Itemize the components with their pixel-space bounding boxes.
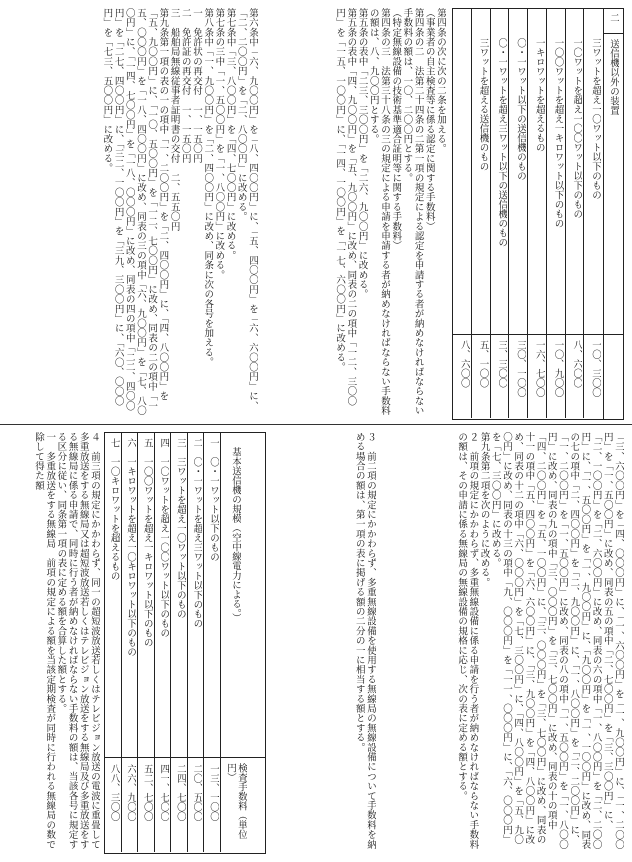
table2-row-label <box>205 438 219 748</box>
table-row-divider <box>583 8 584 418</box>
amendment-text-lower-right: 「三、六〇〇円」を「四、〇〇〇円」に、「一、六〇〇円」を「一、九〇〇円」に、「一、二〇〇円」を「一、五〇〇円」に改め、同表の五の項中「二、七〇〇円」を「三、三〇〇円」に、「二、一〇〇円」を「二、六〇〇円」に改め、同表の六の項中「一、八〇〇円」を「二、二〇〇円」に、「一、五〇〇円」を「一、九〇〇円」に、「九〇〇円」を「一、一〇〇円」に改め、同表の七の項中「二、四〇〇円」を「二、九〇〇円」に、「一、八〇〇円」を「二、二〇〇円」に、「一、二〇〇円」を「一、五〇〇円」に改め、同表の八の項中「一、五〇〇円」を「一、八〇〇円」に改め、同表の九の項中「三、〇〇〇円」を「三、七〇〇円」に改め、同表の十の項中「四、二〇〇円」を「五、一〇〇円」に、「三、〇〇〇円」を「三、七〇〇円」に改め、同表の十一の項中「五、四〇〇円」を「六、六〇〇円」に、「三、九〇〇円」を「四、八〇〇円」に改め、同表の十二の項中「六、〇〇〇円」を「七、三〇〇円」に、「四、八〇〇円」を「五、九〇〇円」に改め、同表の十三の項中「九、〇〇〇円」を「一一、〇〇〇円」に、「六、〇〇〇円」を「七、三〇〇円」に改める。 第九条第二項を次のように改める。 ２ 前項の規定にかかわらず、多重無線設備に係る申請を行う者が納めなければならない手数料の額は、その申請に係る無線局の無線設備の規格に応じ、次の表に定める額とする。 <box>456 432 624 850</box>
table2-row-number: 四 <box>158 438 170 457</box>
table-row-amount: 三、三〇〇 <box>496 340 508 388</box>
table2-row-number: 一 <box>207 438 219 457</box>
table-row-amount: 一〇、三〇〇 <box>590 340 601 397</box>
table-col-head-num: 二 <box>608 13 619 23</box>
table2-row-divider <box>137 432 138 852</box>
table-row-label: 〇・一ワット以下の送信機のもの <box>515 38 526 181</box>
table2-row-text: 〇・一ワット以下のもの <box>207 457 219 562</box>
table-row-label: 〇・一ワットを超え三ワット以下の送信機のもの <box>496 38 508 247</box>
table2-row-amount: 五二、七〇〇 <box>141 764 153 821</box>
table2-row-amount: 二四、七〇〇 <box>174 764 186 821</box>
table2-row-text: 一〇ワットを超え一〇〇ワット以下のもの <box>158 457 170 638</box>
page-divider <box>0 424 632 425</box>
table2-row-label <box>123 438 137 748</box>
table2-row-number: 五 <box>141 438 153 457</box>
table2-row-text: 一〇キロワットを超えるもの <box>108 457 120 581</box>
table2-row-divider <box>170 432 171 852</box>
table2-row-divider <box>154 432 155 852</box>
paragraph-3: ３ 前二項の規定にかかわらず、多重無線設備を使用する無線局の無線設備について手数料を納める場合の額は、第一項の表に掲げる額の二分の一に相当する額とする。 <box>353 432 376 850</box>
table-row-amount: 八、六〇〇 <box>571 340 583 388</box>
paragraph-4: ４ 前三項の規定にかかわらず、同一の超短波放送若しくはテレビジョン放送の電波に重畳して多重放送をする無線局又は超短波放送若しくはテレビジョン放送をする無線局及び多重放送をする無線局に係る申請で、同時に行う者が納めなければならない手数料の額は、当該各号に規定する区分に従い、同条第一項の表に定める額を合算した額とする。 一 多重放送をする無線局 前項の規定による額を当該定期検査が同時に行われる無線局の数で除して得た額 <box>32 432 100 850</box>
table-row-label: 一〇〇ワットを超え一キロワット以下のもの <box>552 38 564 228</box>
table-row-amount: 三〇、一〇〇 <box>515 340 526 397</box>
amendment-text-upper-left: 第六条中「六、九〇〇円」を「八、四〇〇円」に、「五、四〇〇円」を「六、六〇〇円」に、「二、二〇〇円」を「二、八〇〇円」に改める。 第七条中「三、八〇〇円」を「四、七〇〇円」に改める。 第七条の三中「一、五〇〇円」を「一、八〇〇円」に改める。 第八条中「一、九〇〇円」を「二、四〇〇円」に改め、同条に次の各号を加える。 一 免許状の再交付 一、一五〇円 二 免許証の再交付 一、一五〇円 三 船舶局無線従事者証明書の交付 二、五五〇円 第九条第一項の表の一の項中「一、二〇〇円」を「二、四〇〇円」に、「四、八〇〇円」を「五、九〇〇円」に、「一〇、五〇〇円」を「一二、七〇〇円」に改め、同表の二の項中「一五、〇〇〇円」を「一八、四〇〇円」に改め、同表の三の項中「六、九〇〇円」を「七、八〇〇円」に、「一四、七〇〇円」を「一八、〇〇〇円」に改め、同表の四の項中「二二、四〇〇円」を「二七、四〇〇円」に、「三二、一〇〇円」を「三九、三〇〇円」に、「六〇、〇〇〇円」を「七三、五〇〇円」に改める。 <box>101 8 258 416</box>
table2-row-divider <box>187 432 188 852</box>
table-row-divider <box>546 8 547 418</box>
table-row-label <box>455 38 470 328</box>
table2-row-divider <box>220 432 221 852</box>
table2-row-label <box>172 438 186 748</box>
table2-row-amount: 四一、七〇〇 <box>158 764 170 821</box>
table-row-label: 三ワットを超える送信機のもの <box>477 38 489 171</box>
table-row-label: 一〇ワットを超え一〇〇ワット以下のもの <box>571 38 583 219</box>
table2-row-label <box>106 438 120 748</box>
table2-row-amount: 六六、九〇〇 <box>125 764 137 821</box>
table2-row-amount: 二〇、五〇〇 <box>191 764 203 821</box>
table-row-label: 一キロワットを超えるもの <box>533 38 545 152</box>
table2-row-label <box>156 438 170 748</box>
table-row-divider <box>471 8 472 418</box>
table2-row-text: 一キロワットを超え一〇キロワット以下のもの <box>125 457 137 657</box>
table-row-divider <box>527 8 528 418</box>
table2-row-divider <box>121 432 122 852</box>
table-row-divider <box>452 8 453 418</box>
table-row-label: 三ワットを超え一〇ワット以下のもの <box>590 38 601 200</box>
table-row-amount: 五、一〇〇 <box>477 340 489 388</box>
table2-row-amount: 一三、一〇〇 <box>207 764 219 821</box>
table2-row-number: 七 <box>108 438 120 457</box>
table2-row-text: 三ワットを超え一〇ワット以下のもの <box>174 457 186 619</box>
table2-row-text: 一〇〇ワットを超え一キロワット以下のもの <box>141 457 153 647</box>
table-row-amount: 八、六〇〇 <box>458 340 470 388</box>
table2-row-label <box>189 438 203 748</box>
table-row-amount: 一〇、九〇〇 <box>552 340 564 397</box>
table2-row-number: 三 <box>174 438 186 457</box>
table-row-divider <box>565 8 566 418</box>
table-row-divider <box>490 8 491 418</box>
table2-row-amount: 八八、三〇〇 <box>108 764 120 821</box>
table2-row-number: 二 <box>191 438 203 457</box>
table2-head-right: 検査手数料（単位円） <box>225 763 247 839</box>
table-row-amount: 一六、七〇〇 <box>533 340 545 397</box>
table2-row-text: 〇・一ワットを超え三ワット以下のもの <box>191 457 203 628</box>
table2-row-number: 六 <box>125 438 137 457</box>
table2-row-divider <box>203 432 204 852</box>
table-row-divider <box>508 8 509 418</box>
table-col-head-title: 送信機以外の装置 <box>608 39 619 115</box>
table2-row-label <box>139 438 153 748</box>
table2-head-left: 基本送信機の規模（空中線電力による。） <box>230 447 241 623</box>
amendment-text-upper-right: 第四条の次に次の二条を加える。 （事業者の自主検査等に係る認定に関する手数料） 第四条の二 法第二十四条の二第一項の規定による認定を申請する者が納めなければならない手数料の額は、一〇、二〇〇円とする。 （特定無線設備の技術基準適合証明等に関する手数料） 第四条の三 法第三十八条の三の規定による申請を申請する者が納めなければならない手数料の額は、八、九〇〇円とする。 第五条の表中「二三、三〇〇円」を「二六、九〇〇円」に改める。 第五条の表中「四、九〇〇円」を「五、九〇〇円」に改め、同表の二の項中「一二、三〇〇円」を「一五、一〇〇円」に、「一四、一〇〇円」を「一七、六〇〇円」に改める。 <box>334 8 446 416</box>
